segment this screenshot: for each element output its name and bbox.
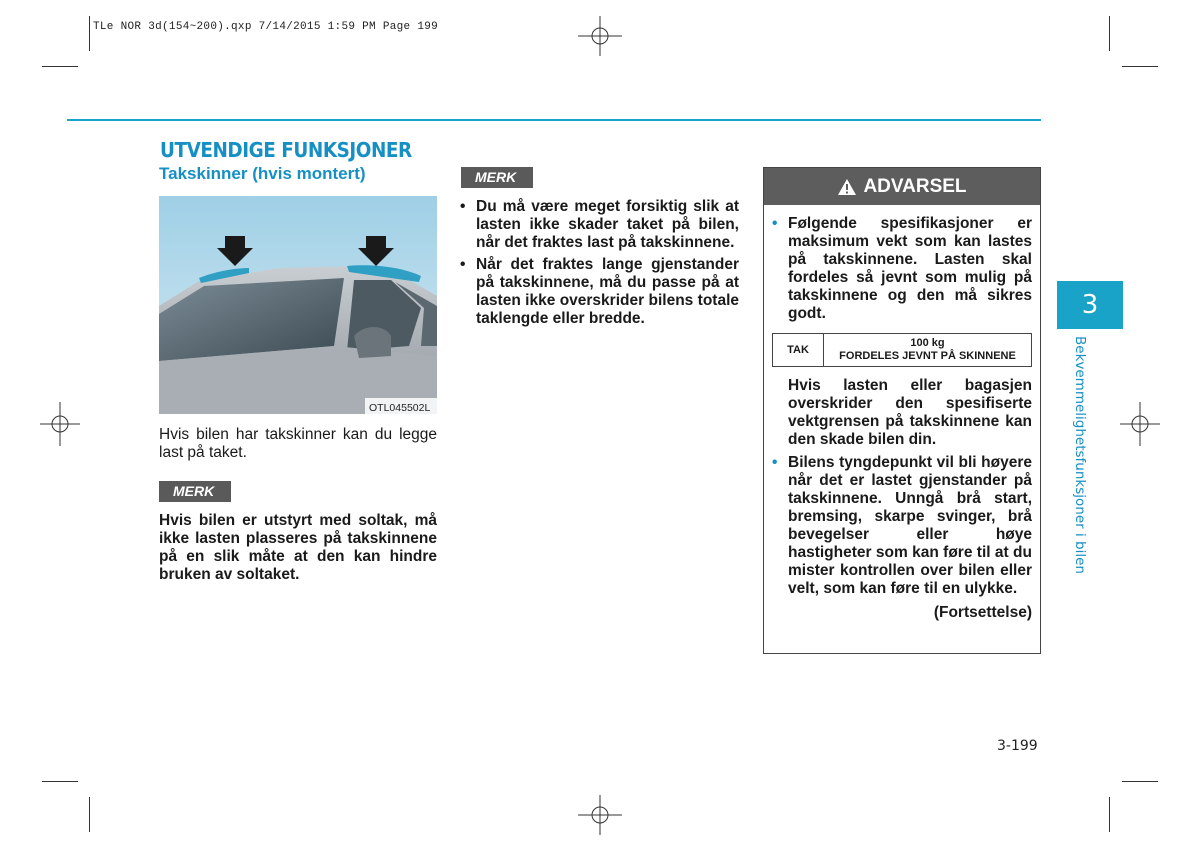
roof-rack-photo xyxy=(159,196,437,414)
spec-value-note: FORDELES JEVNT PÅ SKINNENE xyxy=(839,350,1016,362)
crop-mark xyxy=(42,781,78,782)
warning-header xyxy=(764,168,1040,205)
subsection-title: Takskinner (hvis montert) xyxy=(159,164,366,183)
warning-title: ADVARSEL xyxy=(863,175,967,197)
registration-mark-icon xyxy=(40,402,80,446)
warning-triangle-icon xyxy=(837,178,857,196)
note-text: Hvis bilen er utstyrt med soltak, må ikke lasten plasseres på takskinnene på en slik måte at den kan hindre bruken av soltaket. xyxy=(159,512,437,583)
warning-item-continued: Hvis lasten eller bagasjen overskrider den spesifiserte vektgrensen på takskinnene kan den skade bilen din. xyxy=(788,377,1032,448)
crop-mark xyxy=(42,66,78,67)
note-label: MERK xyxy=(461,167,533,188)
list-item: • Når det fraktes lange gjenstander på takskinnene, må du passe på at lasten ikke overskrider bilens totale taklengde eller bredde. xyxy=(460,256,739,328)
registration-mark-icon xyxy=(578,16,622,56)
crop-mark xyxy=(1122,66,1158,67)
spec-value: 100 kg xyxy=(910,337,945,349)
spec-table xyxy=(772,333,1032,367)
section-title: UTVENDIGE FUNKSJONER xyxy=(160,138,412,162)
continued-label: (Fortsettelse) xyxy=(933,604,1032,621)
spec-key: TAK xyxy=(773,334,824,366)
warning-item: • Bilens tyngdepunkt vil bli høyere når det er lastet gjenstander på takskinnene. Unngå brå start, bremsing, skarpe svinger, brå bevegelser eller høye hastigheter som kan føre til at du mister kontrollen over bilen eller velt, som kan føre til en ulykke. xyxy=(772,454,1032,598)
crop-mark xyxy=(89,16,90,51)
registration-mark-icon xyxy=(1120,402,1160,446)
registration-mark-icon xyxy=(578,795,622,835)
warning-box xyxy=(763,167,1041,654)
note-list xyxy=(460,198,739,328)
header-rule xyxy=(67,119,1041,121)
crop-mark xyxy=(89,797,90,832)
print-header: TLe NOR 3d(154~200).qxp 7/14/2015 1:59 PM Page 199 xyxy=(93,21,439,33)
crop-mark xyxy=(1109,16,1110,51)
figure-code: OTL045502L xyxy=(369,402,431,414)
crop-mark xyxy=(1122,781,1158,782)
warning-item: • Følgende spesifikasjoner er maksimum vekt som kan lastes på takskinnene. Lasten skal fordeles så jevnt som mulig på takskinnene og den må sikres godt. xyxy=(772,215,1032,323)
chapter-label: Bekvemmelighetsfunksjoner i bilen xyxy=(1072,336,1088,574)
note-label: MERK xyxy=(159,481,231,502)
intro-text: Hvis bilen har takskinner kan du legge last på taket. xyxy=(159,426,437,461)
crop-mark xyxy=(1109,797,1110,832)
chapter-tab: 3 xyxy=(1057,281,1123,329)
page-number: 3-199 xyxy=(997,738,1038,754)
list-item: • Du må være meget forsiktig slik at lasten ikke skader taket på bilen, når det fraktes last på takskinnene. xyxy=(460,198,739,252)
